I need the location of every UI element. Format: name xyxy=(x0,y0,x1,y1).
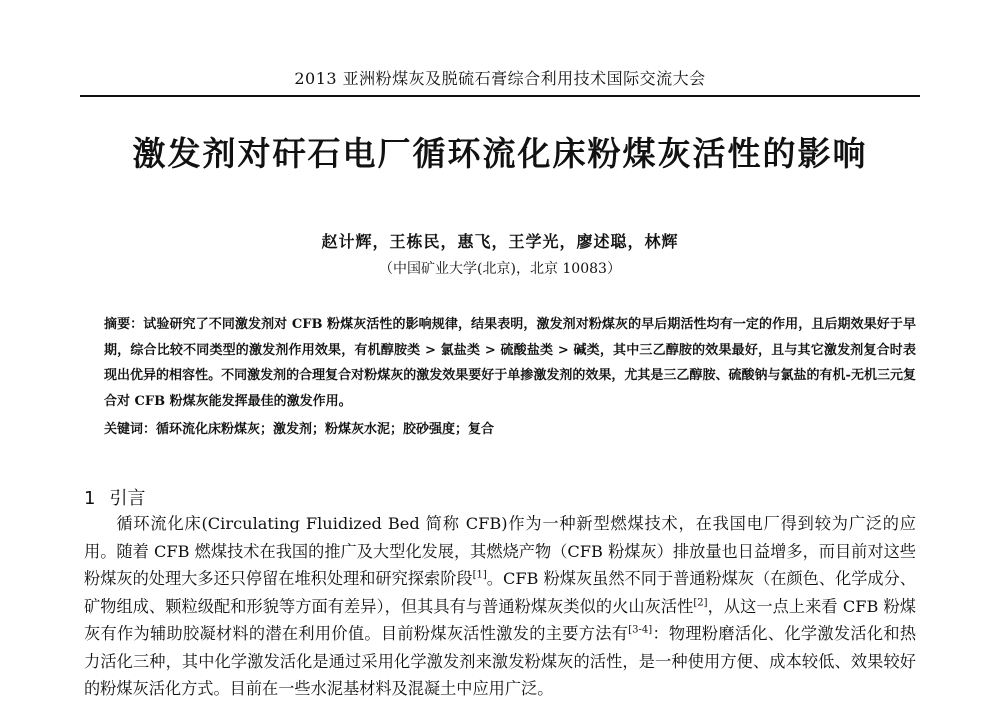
section-heading-introduction xyxy=(84,484,145,510)
citation-ref-2: [2] xyxy=(693,597,708,609)
section-number: 1 xyxy=(84,488,96,509)
section-title: 引言 xyxy=(109,488,146,509)
abstract-text: 试验研究了不同激发剂对 CFB 粉煤灰活性的影响规律，结果表明，激发剂对粉煤灰的早后期活性均有一定的作用，且后期效果好于早期，综合比较不同类型的激发剂作用效果，有机醇胺类 > 氯盐类 > 硫酸盐类 > 碱类，其中三乙醇胺的效果最好，且与其它激发剂复合时表现出优异的相容性。不同激发剂的合理复合对粉煤灰的激发效果要好于单掺激发剂的效果，尤其是三乙醇胺、硫酸钠与氯盐的有机-无机三元复合对 CFB 粉煤灰能发挥最佳的激发作用。 xyxy=(104,317,916,409)
citation-ref-3: [3-4] xyxy=(628,624,653,636)
body-text-4: ：物理粉磨活化、化学激发活化和热力活化三种，其中化学激发活化是通过采用化学激发剂来激发粉煤灰的活性，是一种使用方便、成本较低、效果较好的粉煤灰活化方式。目前在一些水泥基材料及混凝土中应用广泛。 xyxy=(84,624,917,698)
paper-title: 激发剂对矸石电厂循环流化床粉煤灰活性的影响 xyxy=(132,134,868,173)
introduction-paragraph xyxy=(84,510,916,703)
keywords xyxy=(104,417,916,442)
header-divider xyxy=(80,95,920,97)
conference-header: 2013 亚洲粉煤灰及脱硫石膏综合利用技术国际交流大会 xyxy=(294,69,706,88)
body-text-1: 循环流化床(Circulating Fluidized Bed 简称 CFB)作为一种新型燃煤技术，在我国电厂得到较为广泛的应用。随着 CFB 燃煤技术在我国的推广及大型化发展，其燃烧产物（CFB 粉煤灰）排放量也日益增多，而目前对这些粉煤灰的处理大多还只停留在堆积处理和研究探索阶段 xyxy=(84,514,916,588)
keywords-label: 关键词： xyxy=(104,422,157,437)
keywords-text: 循环流化床粉煤灰；激发剂；粉煤灰水泥；胶砂强度；复合 xyxy=(156,422,495,437)
abstract-label: 摘要： xyxy=(104,317,144,332)
affiliation: （中国矿业大学(北京)，北京 10083） xyxy=(379,261,621,277)
body-text-2: 。CFB 粉煤灰虽然不同于普通粉煤灰（在颜色、化学成分、矿物组成、颗粒级配和形貌等方面有差异），但其具有与普通粉煤灰类似的火山灰活性 xyxy=(84,569,916,616)
body-text-3: ，从这一点上来看 CFB 粉煤灰有作为辅助胶凝材料的潜在利用价值。目前粉煤灰活性激发的主要方法有 xyxy=(84,596,916,643)
abstract xyxy=(104,312,916,414)
author-list: 赵计辉，王栋民，惠飞，王学光，廖述聪，林辉 xyxy=(321,232,679,251)
citation-ref-1: [1] xyxy=(472,569,487,581)
